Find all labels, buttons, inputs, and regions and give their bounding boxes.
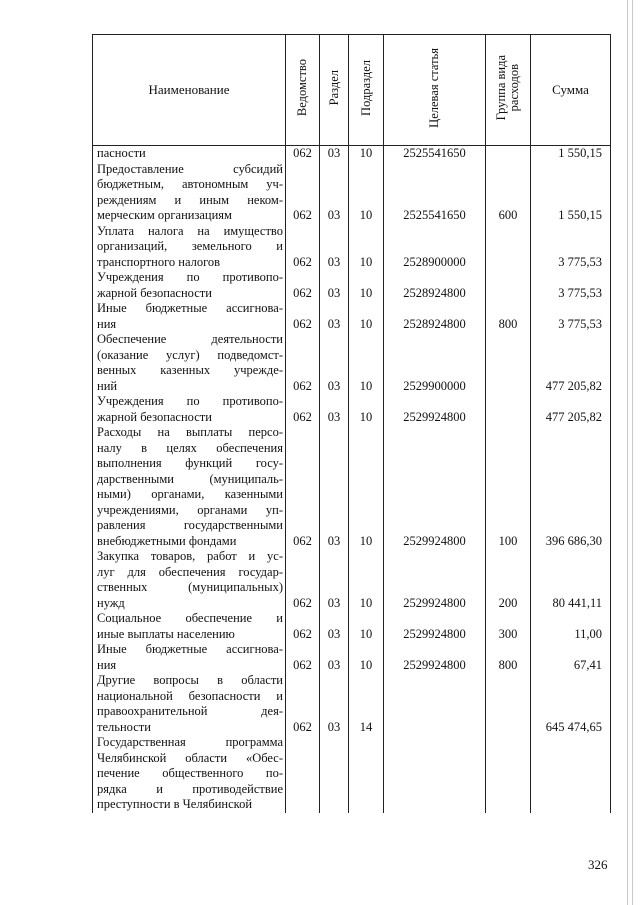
- page-number: 326: [588, 857, 608, 872]
- row-ved-cell: [286, 735, 320, 813]
- row-ved-cell: 062: [286, 301, 320, 332]
- row-cs-cell: 2529924800: [384, 549, 486, 611]
- row-razdel-cell: 03: [320, 611, 349, 642]
- row-name-line: внебюджетными фондами: [97, 533, 237, 548]
- row-gvr-cell: 600: [486, 162, 531, 224]
- row-name-line: венных казенных учрежде-: [97, 363, 283, 377]
- row-name-line: Закупка товаров, работ и ус-: [97, 549, 283, 563]
- row-ved-cell: 062: [286, 162, 320, 224]
- table-row: [93, 611, 611, 642]
- col-header-sum: Сумма: [531, 35, 611, 146]
- row-cs-cell: 2529900000: [384, 332, 486, 394]
- row-gvr-cell: [486, 146, 531, 162]
- row-name-line: печение общественного по-: [97, 766, 283, 780]
- row-podrazdel-cell: 10: [349, 611, 384, 642]
- scan-edge-line: [627, 0, 628, 905]
- table-row: [93, 394, 611, 425]
- row-name-line: учреждениями, органами уп-: [97, 502, 283, 517]
- scan-edge-line: [632, 0, 633, 905]
- col-header-cs: Целевая статья: [384, 35, 486, 146]
- row-sum-cell: 1 550,15: [531, 162, 611, 224]
- row-name-cell: [93, 270, 286, 301]
- row-cs-cell: 2529924800: [384, 394, 486, 425]
- row-name-cell: [93, 549, 286, 611]
- row-gvr-cell: [486, 735, 531, 813]
- row-gvr-cell: 200: [486, 549, 531, 611]
- row-cs-cell: 2525541650: [384, 146, 486, 162]
- row-gvr-cell: 800: [486, 301, 531, 332]
- row-name-line: Челябинской области «Обес-: [97, 750, 283, 765]
- row-name-line: реждениям и иным неком-: [97, 192, 283, 207]
- row-name-line: правоохранительной дея-: [97, 704, 283, 718]
- row-sum-cell: 477 205,82: [531, 394, 611, 425]
- row-name-line: Другие вопросы в области: [97, 673, 283, 687]
- row-name-line: рядка и противодействие: [97, 781, 283, 796]
- table-row: [93, 146, 611, 162]
- row-podrazdel-cell: 10: [349, 549, 384, 611]
- row-cs-cell: 2529924800: [384, 611, 486, 642]
- row-razdel-cell: 03: [320, 224, 349, 271]
- row-name-line: ственных (муниципальных): [97, 580, 283, 594]
- row-ved-cell: 062: [286, 270, 320, 301]
- row-cs-cell: 2529924800: [384, 425, 486, 549]
- col-header-gvr: Группа вида расходов: [486, 35, 531, 146]
- row-sum-cell: 80 441,11: [531, 549, 611, 611]
- row-name-line: организаций, земельного и: [97, 239, 283, 253]
- row-sum-cell: 3 775,53: [531, 270, 611, 301]
- row-name-line: Предоставление субсидий: [97, 161, 283, 176]
- row-name-cell: [93, 146, 286, 162]
- col-header-name: Наименование: [93, 35, 286, 146]
- row-podrazdel-cell: 10: [349, 394, 384, 425]
- row-name-cell: [93, 425, 286, 549]
- row-sum-cell: 67,41: [531, 642, 611, 673]
- row-razdel-cell: 03: [320, 394, 349, 425]
- col-header-podrazdel: Подраздел: [349, 35, 384, 146]
- row-gvr-cell: [486, 673, 531, 735]
- row-sum-cell: 645 474,65: [531, 673, 611, 735]
- row-gvr-cell: 300: [486, 611, 531, 642]
- row-name-cell: [93, 162, 286, 224]
- row-gvr-cell: [486, 270, 531, 301]
- row-name-line: Иные бюджетные ассигнова-: [97, 642, 283, 656]
- row-razdel-cell: 03: [320, 549, 349, 611]
- row-name-line: иные выплаты населению: [97, 626, 235, 641]
- table-row: [93, 162, 611, 224]
- row-razdel-cell: 03: [320, 162, 349, 224]
- row-name-line: налу в целях обеспечения: [97, 440, 283, 455]
- row-name-line: ния: [97, 657, 117, 672]
- row-name-cell: [93, 642, 286, 673]
- table-row: [93, 301, 611, 332]
- row-razdel-cell: 03: [320, 425, 349, 549]
- row-name-line: (оказание услуг) подведомст-: [97, 347, 283, 362]
- row-razdel-cell: 03: [320, 146, 349, 162]
- row-podrazdel-cell: 10: [349, 642, 384, 673]
- budget-table: [92, 34, 611, 813]
- row-razdel-cell: [320, 735, 349, 813]
- col-header-razdel: Раздел: [320, 35, 349, 146]
- row-name-line: жарной безопасности: [97, 285, 212, 300]
- row-name-line: ний: [97, 378, 118, 393]
- row-name-line: нужд: [97, 595, 125, 610]
- row-podrazdel-cell: 10: [349, 301, 384, 332]
- row-name-cell: [93, 735, 286, 813]
- row-name-line: Обеспечение деятельности: [97, 332, 283, 346]
- row-name-cell: [93, 301, 286, 332]
- row-razdel-cell: 03: [320, 301, 349, 332]
- row-cs-cell: 2528924800: [384, 270, 486, 301]
- row-name-line: выполнения функций госу-: [97, 456, 283, 470]
- row-sum-cell: 396 686,30: [531, 425, 611, 549]
- row-name-line: дарственными (муниципаль-: [97, 471, 283, 486]
- row-name-line: Уплата налога на имущество: [97, 223, 283, 238]
- row-name-line: тельности: [97, 719, 151, 734]
- table-header-row: [93, 35, 611, 146]
- row-name-cell: [93, 332, 286, 394]
- row-name-line: ными) органами, казенными: [97, 487, 283, 501]
- row-razdel-cell: 03: [320, 673, 349, 735]
- row-name-cell: [93, 611, 286, 642]
- row-name-line: равления государственными: [97, 518, 283, 532]
- table-row: [93, 224, 611, 271]
- row-name-line: мерческим организациям: [97, 208, 232, 222]
- table-row: [93, 425, 611, 549]
- row-razdel-cell: 03: [320, 642, 349, 673]
- row-sum-cell: 11,00: [531, 611, 611, 642]
- row-cs-cell: 2529924800: [384, 642, 486, 673]
- table-row: [93, 270, 611, 301]
- row-ved-cell: 062: [286, 224, 320, 271]
- table-row: [93, 735, 611, 813]
- row-sum-cell: 3 775,53: [531, 301, 611, 332]
- row-name-line: ния: [97, 316, 117, 331]
- row-ved-cell: 062: [286, 642, 320, 673]
- row-ved-cell: 062: [286, 673, 320, 735]
- row-name-line: транспортного налогов: [97, 254, 221, 269]
- row-cs-cell: 2525541650: [384, 162, 486, 224]
- table-row: [93, 332, 611, 394]
- row-cs-cell: [384, 673, 486, 735]
- row-name-line: Государственная программа: [97, 735, 283, 749]
- row-ved-cell: 062: [286, 611, 320, 642]
- row-razdel-cell: 03: [320, 332, 349, 394]
- row-name-line: Иные бюджетные ассигнова-: [97, 301, 283, 315]
- row-cs-cell: 2528900000: [384, 224, 486, 271]
- row-ved-cell: 062: [286, 146, 320, 162]
- row-name-line: Расходы на выплаты персо-: [97, 425, 283, 439]
- row-name-cell: [93, 224, 286, 271]
- row-cs-cell: 2528924800: [384, 301, 486, 332]
- row-podrazdel-cell: [349, 735, 384, 813]
- row-name-line: национальной безопасности и: [97, 688, 283, 703]
- row-razdel-cell: 03: [320, 270, 349, 301]
- row-name-cell: [93, 394, 286, 425]
- row-name-line: луг для обеспечения государ-: [97, 564, 283, 579]
- row-name-line: бюджетным, автономным уч-: [97, 177, 283, 191]
- row-name-cell: [93, 673, 286, 735]
- row-podrazdel-cell: 10: [349, 332, 384, 394]
- row-gvr-cell: 800: [486, 642, 531, 673]
- col-header-ved: Ведомство: [286, 35, 320, 146]
- row-gvr-cell: [486, 394, 531, 425]
- row-gvr-cell: [486, 332, 531, 394]
- table-row: [93, 642, 611, 673]
- row-podrazdel-cell: 10: [349, 146, 384, 162]
- table-row: [93, 673, 611, 735]
- row-cs-cell: [384, 735, 486, 813]
- table-row: [93, 549, 611, 611]
- row-sum-cell: 477 205,82: [531, 332, 611, 394]
- row-podrazdel-cell: 10: [349, 270, 384, 301]
- row-sum-cell: 1 550,15: [531, 146, 611, 162]
- row-sum-cell: [531, 735, 611, 813]
- row-name-line: жарной безопасности: [97, 409, 212, 424]
- row-podrazdel-cell: 10: [349, 162, 384, 224]
- row-ved-cell: 062: [286, 332, 320, 394]
- row-name-line: Социальное обеспечение и: [97, 611, 283, 625]
- row-sum-cell: 3 775,53: [531, 224, 611, 271]
- row-ved-cell: 062: [286, 549, 320, 611]
- row-name-line: пасности: [97, 146, 146, 160]
- row-podrazdel-cell: 14: [349, 673, 384, 735]
- row-gvr-cell: [486, 224, 531, 271]
- row-name-line: Учреждения по противопо-: [97, 394, 283, 408]
- row-name-line: преступности в Челябинской: [97, 797, 253, 811]
- row-ved-cell: 062: [286, 394, 320, 425]
- row-podrazdel-cell: 10: [349, 224, 384, 271]
- row-gvr-cell: 100: [486, 425, 531, 549]
- row-podrazdel-cell: 10: [349, 425, 384, 549]
- row-name-line: Учреждения по противопо-: [97, 270, 283, 284]
- row-ved-cell: 062: [286, 425, 320, 549]
